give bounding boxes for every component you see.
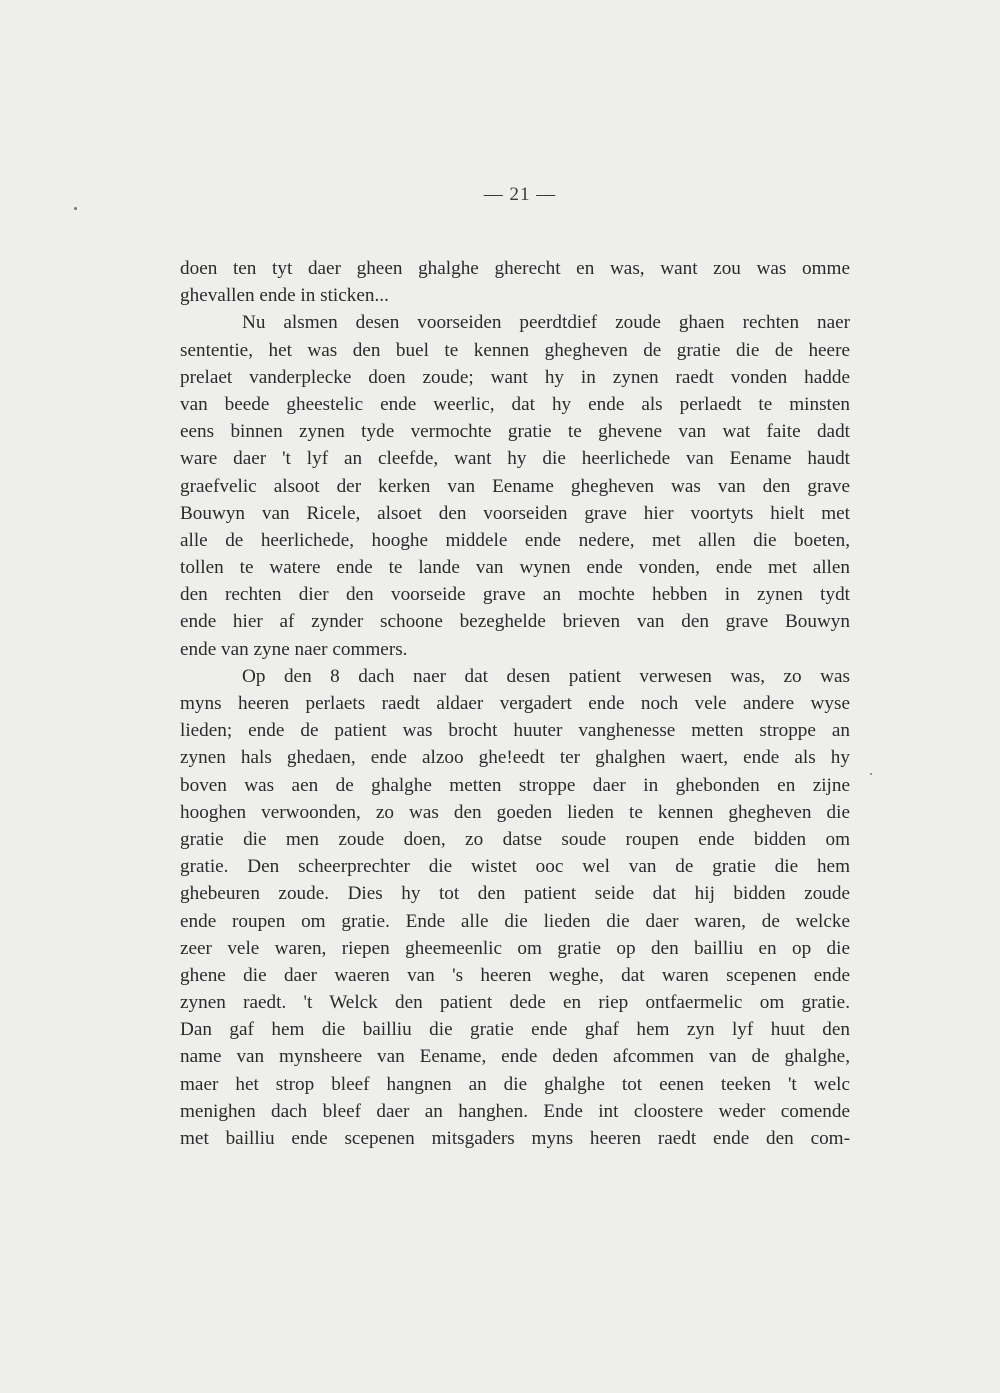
page-speck — [870, 773, 872, 775]
text-line: gratie. Den scheerprechter die wistet ooc wel van de gratie die hem — [180, 856, 850, 878]
text-line: ende van zyne naer commers. — [180, 638, 408, 660]
text-line: myns heeren perlaets raedt aldaer vergadert ende noch vele andere wyse — [180, 693, 850, 714]
text-line: den rechten dier den voorseide grave an mochte hebben in zynen tydt — [180, 584, 850, 606]
text-line: prelaet vanderplecke doen zoude; want hy in zynen raedt vonden hadde — [180, 366, 850, 388]
text-line: boven was aen de ghalghe metten stroppe daer in ghebonden en zijne — [180, 774, 850, 796]
text-line: hooghen verwoonden, zo was den goeden lieden te kennen ghegheven die — [180, 801, 850, 823]
page-number: — 21 — — [483, 184, 557, 205]
text-line: maer het strop bleef hangnen an die ghalghe tot eenen teeken 't welc — [180, 1073, 850, 1095]
text-line: Op den 8 dach naer dat desen patient verwesen was, zo was — [242, 665, 850, 687]
text-line: eens binnen zynen tyde vermochte gratie te ghevene van wat faite dadt — [180, 421, 850, 443]
text-line: doen ten tyt daer gheen ghalghe gherecht en was, want zou was omme — [180, 258, 850, 279]
text-line: alle de heerlichede, hooghe middele ende nedere, met allen die boeten, — [180, 529, 850, 551]
text-line: zynen raedt. 't Welck den patient dede en riep ontfaermelic om gratie. — [180, 992, 850, 1014]
text-line: name van mynsheere van Eename, ende deden afcommen van de ghalghe, — [180, 1046, 850, 1068]
text-line: ende hier af zynder schoone bezeghelde brieven van den grave Bouwyn — [180, 611, 850, 633]
page-speck — [74, 207, 77, 210]
text-line: menighen dach bleef daer an hanghen. Ende int cloostere weder comende — [180, 1100, 850, 1122]
text-line: sententie, het was den buel te kennen ghegheven de gratie die de heere — [180, 339, 850, 361]
text-line: zynen hals ghedaen, ende alzoo ghe!eedt ter ghalghen waert, ende als hy — [180, 747, 850, 769]
text-line: ghene die daer waeren van 's heeren weghe, dat waren scepenen ende — [180, 964, 850, 986]
body-text — [180, 255, 850, 1152]
text-line: tollen te watere ende te lande van wynen ende vonden, ende met allen — [180, 557, 850, 579]
text-line: ghebeuren zoude. Dies hy tot den patient seide dat hij bidden zoude — [180, 883, 850, 905]
text-line: graefvelic alsoot der kerken van Eename ghegheven was van den grave — [180, 475, 850, 497]
text-line: Bouwyn van Ricele, alsoet den voorseiden grave hier voortyts hielt met — [180, 502, 850, 524]
text-line: van beede gheestelic ende weerlic, dat hy ende als perlaedt te minsten — [180, 393, 850, 415]
text-line: lieden; ende de patient was brocht huuter vanghenesse metten stroppe an — [180, 720, 850, 742]
text-line: Nu alsmen desen voorseiden peerdtdief zoude ghaen rechten naer — [242, 312, 850, 334]
text-line: Dan gaf hem die bailliu die gratie ende ghaf hem zyn lyf huut den — [180, 1019, 850, 1041]
text-line: met bailliu ende scepenen mitsgaders myns heeren raedt ende den com- — [180, 1128, 850, 1149]
text-line: gratie die men zoude doen, zo datse soude roupen ende bidden om — [180, 828, 850, 850]
text-line: ende roupen om gratie. Ende alle die lieden die daer waren, de welcke — [180, 910, 850, 932]
text-line: ghevallen ende in sticken... — [180, 285, 389, 307]
text-line: zeer vele waren, riepen gheemeenlic om gratie op den bailliu en op die — [180, 937, 850, 959]
text-line: ware daer 't lyf an cleefde, want hy die heerlichede van Eename haudt — [180, 448, 850, 470]
